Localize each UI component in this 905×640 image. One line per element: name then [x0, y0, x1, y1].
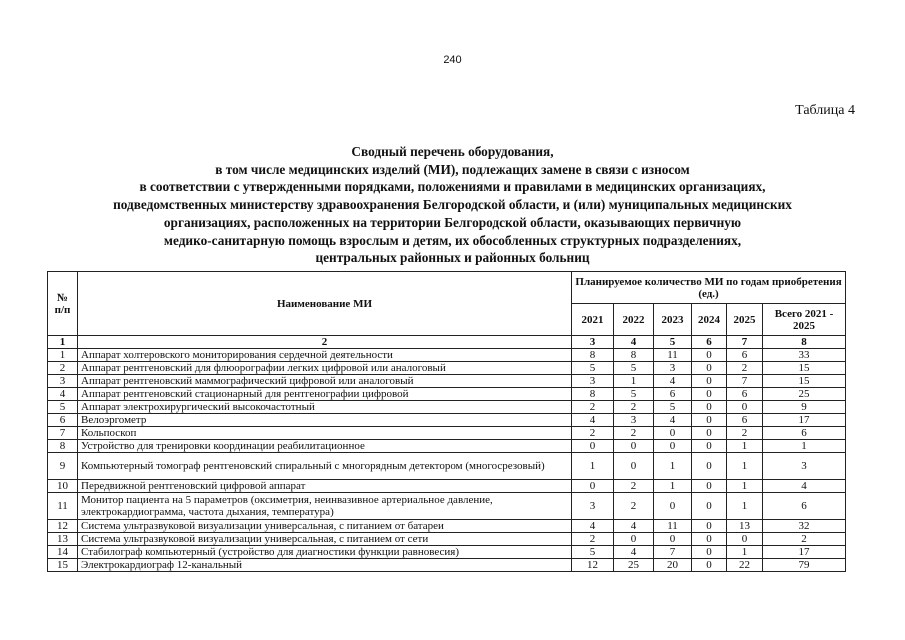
total-value: 4 — [763, 480, 846, 493]
total-value: 79 — [763, 559, 846, 572]
row-number: 7 — [48, 427, 78, 440]
column-number: 8 — [763, 336, 846, 349]
year-value: 0 — [692, 520, 727, 533]
year-value: 2 — [727, 427, 763, 440]
table-row — [48, 401, 846, 414]
title-line: в том числе медицинских изделий (МИ), подлежащих замене в связи с износом — [215, 161, 690, 177]
total-value: 2 — [763, 533, 846, 546]
row-number: 11 — [48, 493, 78, 520]
column-number: 1 — [48, 336, 78, 349]
year-value: 8 — [572, 349, 614, 362]
column-number: 3 — [572, 336, 614, 349]
table-label: Таблица 4 — [795, 103, 855, 118]
item-name: Аппарат рентгеновский стационарный для рентгенографии цифровой — [78, 388, 572, 401]
year-value: 1 — [727, 493, 763, 520]
year-value: 0 — [692, 427, 727, 440]
header-num: № п/п — [48, 272, 78, 336]
year-value: 0 — [572, 480, 614, 493]
item-name: Монитор пациента на 5 параметров (оксиметрия, неинвазивное артериальное давление, электрокардиограмма, частота дыхания, температура) — [78, 493, 572, 520]
year-value: 11 — [654, 349, 692, 362]
total-value: 15 — [763, 375, 846, 388]
header-year: 2021 — [572, 304, 614, 336]
year-value: 2 — [727, 362, 763, 375]
table-row — [48, 520, 846, 533]
year-value: 3 — [654, 362, 692, 375]
item-name: Стабилограф компьютерный (устройство для диагностики функции равновесия) — [78, 546, 572, 559]
year-value: 0 — [692, 453, 727, 480]
year-value: 1 — [727, 453, 763, 480]
year-value: 0 — [692, 533, 727, 546]
year-value: 20 — [654, 559, 692, 572]
year-value: 2 — [572, 533, 614, 546]
row-number: 10 — [48, 480, 78, 493]
table-row — [48, 440, 846, 453]
title-line: подведомственных министерству здравоохранения Белгородской области, и (или) муниципальных медицинских — [113, 197, 792, 213]
year-value: 0 — [727, 533, 763, 546]
year-value: 4 — [654, 375, 692, 388]
year-value: 6 — [654, 388, 692, 401]
document-title — [40, 143, 865, 267]
year-value: 1 — [727, 440, 763, 453]
row-number: 14 — [48, 546, 78, 559]
year-value: 0 — [654, 493, 692, 520]
row-number: 2 — [48, 362, 78, 375]
column-number: 7 — [727, 336, 763, 349]
year-value: 2 — [572, 401, 614, 414]
item-name: Электрокардиограф 12-канальный — [78, 559, 572, 572]
table-row — [48, 533, 846, 546]
row-number: 1 — [48, 349, 78, 362]
item-name: Аппарат рентгеновский маммографический цифровой или аналоговый — [78, 375, 572, 388]
year-value: 0 — [572, 440, 614, 453]
item-name: Система ультразвуковой визуализации универсальная, с питанием от батареи — [78, 520, 572, 533]
year-value: 0 — [692, 388, 727, 401]
total-value: 6 — [763, 427, 846, 440]
year-value: 12 — [572, 559, 614, 572]
header-planned: Планируемое количество МИ по годам приобретения (ед.) — [572, 272, 846, 304]
year-value: 4 — [572, 414, 614, 427]
year-value: 1 — [614, 375, 654, 388]
title-line: организациях, расположенных на территории Белгородской области, оказывающих первичную — [163, 214, 742, 230]
year-value: 3 — [614, 414, 654, 427]
year-value: 22 — [727, 559, 763, 572]
header-year: 2024 — [692, 304, 727, 336]
equipment-table — [47, 271, 846, 572]
year-value: 6 — [727, 349, 763, 362]
year-value: 0 — [654, 427, 692, 440]
year-value: 3 — [572, 493, 614, 520]
year-value: 5 — [614, 388, 654, 401]
year-value: 8 — [572, 388, 614, 401]
table-row — [48, 559, 846, 572]
table-row — [48, 493, 846, 520]
row-number: 6 — [48, 414, 78, 427]
year-value: 0 — [692, 362, 727, 375]
item-name: Аппарат рентгеновский для флюорографии легких цифровой или аналоговый — [78, 362, 572, 375]
item-name: Система ультразвуковой визуализации универсальная, с питанием от сети — [78, 533, 572, 546]
row-number: 13 — [48, 533, 78, 546]
year-value: 6 — [727, 388, 763, 401]
year-value: 0 — [692, 480, 727, 493]
year-value: 8 — [614, 349, 654, 362]
year-value: 0 — [654, 533, 692, 546]
year-value: 0 — [692, 401, 727, 414]
total-value: 25 — [763, 388, 846, 401]
year-value: 25 — [614, 559, 654, 572]
header-year: 2023 — [654, 304, 692, 336]
column-number: 5 — [654, 336, 692, 349]
year-value: 0 — [692, 375, 727, 388]
year-value: 1 — [572, 453, 614, 480]
table-row — [48, 362, 846, 375]
year-value: 0 — [692, 559, 727, 572]
year-value: 4 — [614, 546, 654, 559]
column-number-row — [48, 336, 846, 349]
total-value: 17 — [763, 546, 846, 559]
title-line: в соответствии с утвержденными порядками, положениями и правилами в медицинских организациях, — [139, 179, 766, 195]
total-value: 3 — [763, 453, 846, 480]
header-year: 2022 — [614, 304, 654, 336]
year-value: 0 — [692, 493, 727, 520]
table-row — [48, 453, 846, 480]
year-value: 3 — [572, 375, 614, 388]
year-value: 0 — [614, 533, 654, 546]
column-number: 4 — [614, 336, 654, 349]
row-number: 4 — [48, 388, 78, 401]
year-value: 5 — [654, 401, 692, 414]
row-number: 12 — [48, 520, 78, 533]
table-row — [48, 375, 846, 388]
year-value: 0 — [692, 414, 727, 427]
row-number: 5 — [48, 401, 78, 414]
row-number: 8 — [48, 440, 78, 453]
year-value: 4 — [572, 520, 614, 533]
row-number: 3 — [48, 375, 78, 388]
item-name: Устройство для тренировки координации реабилитационное — [78, 440, 572, 453]
row-number: 9 — [48, 453, 78, 480]
year-value: 0 — [727, 401, 763, 414]
year-value: 0 — [692, 546, 727, 559]
year-value: 5 — [614, 362, 654, 375]
year-value: 2 — [614, 427, 654, 440]
total-value: 33 — [763, 349, 846, 362]
year-value: 7 — [727, 375, 763, 388]
item-name: Аппарат холтеровского мониторирования сердечной деятельности — [78, 349, 572, 362]
year-value: 0 — [614, 440, 654, 453]
item-name: Кольпоскоп — [78, 427, 572, 440]
total-value: 9 — [763, 401, 846, 414]
year-value: 0 — [614, 453, 654, 480]
year-value: 2 — [614, 480, 654, 493]
year-value: 13 — [727, 520, 763, 533]
table-row — [48, 546, 846, 559]
table-row — [48, 414, 846, 427]
table-row — [48, 480, 846, 493]
year-value: 5 — [572, 546, 614, 559]
year-value: 5 — [572, 362, 614, 375]
table-row — [48, 427, 846, 440]
year-value: 1 — [654, 453, 692, 480]
header-total: Всего 2021 - 2025 — [763, 304, 846, 336]
title-line: медико-санитарную помощь взрослым и детям, их обособленных структурных подразделениях, — [163, 232, 742, 248]
item-name: Аппарат электрохирургический высокочастотный — [78, 401, 572, 414]
year-value: 1 — [727, 546, 763, 559]
table-row — [48, 349, 846, 362]
header-name: Наименование МИ — [78, 272, 572, 336]
total-value: 32 — [763, 520, 846, 533]
total-value: 1 — [763, 440, 846, 453]
column-number: 6 — [692, 336, 727, 349]
item-name: Компьютерный томограф рентгеновский спиральный с многорядным детектором (многосрезовый) — [78, 453, 572, 480]
year-value: 2 — [572, 427, 614, 440]
column-number: 2 — [78, 336, 572, 349]
page-number: 240 — [443, 54, 462, 66]
year-value: 0 — [692, 349, 727, 362]
total-value: 15 — [763, 362, 846, 375]
total-value: 6 — [763, 493, 846, 520]
year-value: 4 — [654, 414, 692, 427]
item-name: Велоэргометр — [78, 414, 572, 427]
year-value: 1 — [727, 480, 763, 493]
row-number: 15 — [48, 559, 78, 572]
title-line: центральных районных и районных больниц — [315, 250, 590, 266]
year-value: 2 — [614, 401, 654, 414]
year-value: 7 — [654, 546, 692, 559]
total-value: 17 — [763, 414, 846, 427]
year-value: 0 — [654, 440, 692, 453]
title-line: Сводный перечень оборудования, — [351, 144, 554, 159]
year-value: 4 — [614, 520, 654, 533]
year-value: 11 — [654, 520, 692, 533]
header-year: 2025 — [727, 304, 763, 336]
table-row — [48, 388, 846, 401]
year-value: 1 — [654, 480, 692, 493]
year-value: 0 — [692, 440, 727, 453]
year-value: 2 — [614, 493, 654, 520]
item-name: Передвижной рентгеновский цифровой аппарат — [78, 480, 572, 493]
year-value: 6 — [727, 414, 763, 427]
